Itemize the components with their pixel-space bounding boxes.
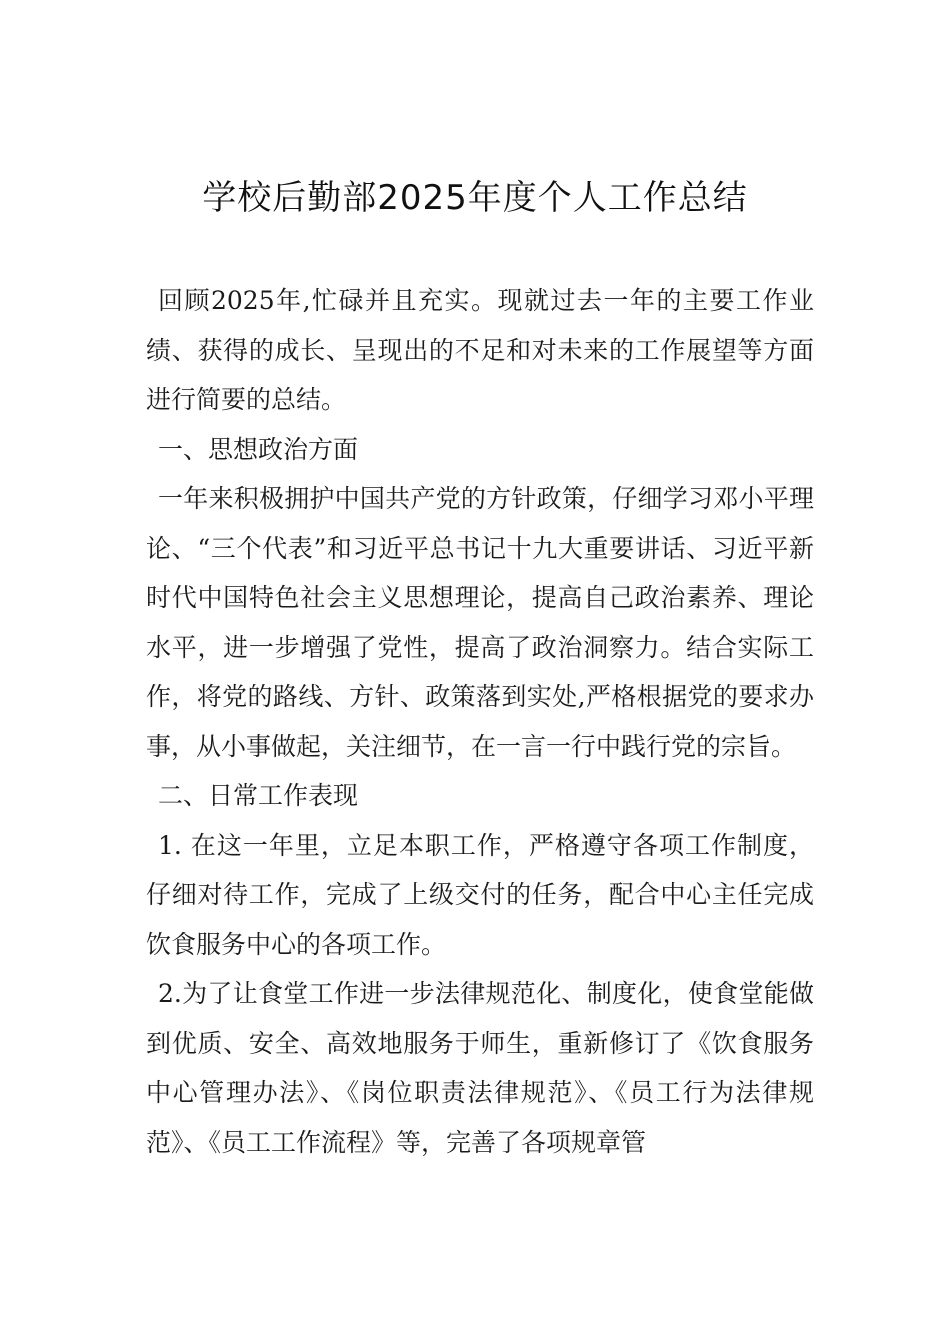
political-paragraph: 一年来积极拥护中国共产党的方针政策，仔细学习邓小平理论、“三个代表”和习近平总书记十九大重要讲话、习近平新时代中国特色社会主义思想理论，提高自己政治素养、理论水平，进一步增强了党性，提高了政治洞察力。结合实际工作，将党的路线、方针、政策落到实处,严格根据党的要求办事，从小事做起，关注细节，在一言一行中践行党的宗旨。 (146, 484, 814, 761)
intro-paragraph: 回顾2025年,忙碌并且充实。现就过去一年的主要工作业绩、获得的成长、呈现出的不足和对未来的工作展望等方面进行简要的总结。 (146, 286, 814, 414)
section-heading-political: 一、思想政治方面 (158, 434, 359, 464)
daily-work-item-2: 2.为了让食堂工作进一步法律规范化、制度化，使食堂能做到优质、安全、高效地服务于师生，重新修订了《饮食服务中心管理办法》、《岗位职责法律规范》、《员工行为法律规范》、《员工工作流程》等，完善了各项规章管 (146, 979, 814, 1157)
daily-work-item-1: 1. 在这一年里，立足本职工作，严格遵守各项工作制度，仔细对待工作，完成了上级交付的任务，配合中心主任完成饮食服务中心的各项工作。 (146, 830, 814, 959)
document-body (146, 276, 814, 1167)
section-heading-daily-work: 二、日常工作表现 (158, 781, 359, 810)
document-title: 学校后勤部2025年度个人工作总结 (202, 178, 748, 218)
